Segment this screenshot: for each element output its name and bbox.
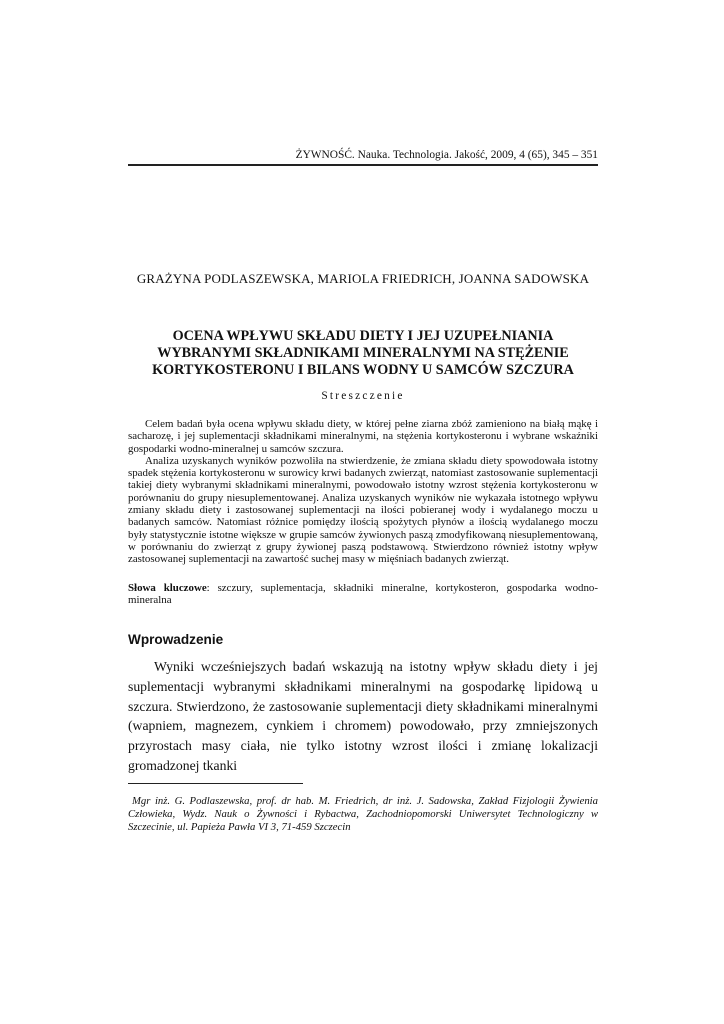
title-line: OCENA WPŁYWU SKŁADU DIETY I JEJ UZUPEŁNIANIA: [172, 328, 554, 344]
introduction-text: [128, 657, 598, 776]
footnote-text: Mgr inż. G. Podlaszewska, prof. dr hab. M. Friedrich, dr inż. J. Sadowska, Zakład Fizjologii Żywienia Człowieka, Wydz. Nauk o Żywności i Rybactwa, Zachodniopomorski Uniwersytet Technologiczny w Szczecinie, ul. Papieża Pawła VI 3, 71-459 Szczecin: [128, 795, 598, 834]
running-header: ŻYWNOŚĆ. Nauka. Technologia. Jakość, 2009, 4 (65), 345 – 351: [295, 149, 598, 161]
keywords-label: Słowa kluczowe: [128, 582, 207, 594]
header-rule: [128, 164, 598, 166]
title-line: KORTYKOSTERONU I BILANS WODNY U SAMCÓW SZCZURA: [152, 362, 574, 378]
abstract: [128, 418, 598, 566]
abstract-paragraph: Celem badań była ocena wpływu składu diety, w której pełne ziarna zbóż zamieniono na białą mąkę i sacharozę, i jej suplementacji składnikami mineralnymi, na stężenia kortykosteronu i wybrane wskaźniki gospodarki wodno-mineralnej u samców szczura.: [128, 418, 598, 455]
article-title: [128, 328, 598, 379]
authors: GRAŻYNA PODLASZEWSKA, MARIOLA FRIEDRICH, JOANNA SADOWSKA: [136, 271, 590, 286]
title-line: WYBRANYMI SKŁADNIKAMI MINERALNYMI NA STĘŻENIE: [157, 345, 569, 361]
body-paragraph: Wyniki wcześniejszych badań wskazują na istotny wpływ składu diety i jej suplementacji wybranymi składnikami mineralnymi na gospodarkę lipidową u szczura. Stwierdzono, że zastosowanie suplementacji diety składnikami mineralnymi (wapniem, magnezem, cynkiem i chromem) powodowało, przy zmniejszonych przyrostach masy ciała, nie tylko istotny wzrost ilości i zmianę lokalizacji gromadzonej tkanki: [128, 659, 598, 773]
footnote: [128, 795, 598, 835]
abstract-heading: Streszczenie: [321, 390, 405, 402]
keywords-text: : szczury, suplementacja, składniki mineralne, kortykosteron, gospodarka wodno-mineralna: [128, 582, 598, 607]
footnote-rule: [128, 783, 303, 784]
keywords: [128, 582, 598, 607]
abstract-paragraph: Analiza uzyskanych wyników pozwoliła na stwierdzenie, że zmiana składu diety spowodowała istotny spadek stężenia kortykosteronu w surowicy krwi badanych zwierząt, natomiast zastosowanie suplementacji takiej diety wybranymi składnikami mineralnymi, powodowało istotny wzrost stężenia kortykosteronu w porównaniu do grupy niesuplementowanej. Analiza uzyskanych wyników nie wykazała istotnego wpływu zmiany składu diety i zastosowanej suplementacji na ilości pobieranej wody i wydalanego moczu u badanych samców. Natomiast różnice pomiędzy ilością spożytych płynów a ilością wydalanego moczu były statystycznie istotne większe w grupie samców żywionych paszą zmodyfikowaną niesuplementowaną, w porównaniu do zwierząt z grupy żywionej paszą podstawową. Stwierdzono również istotny wpływ zastosowanej suplementacji na zawartość suchej masy w mięśniach badanych zwierząt.: [128, 454, 598, 566]
section-heading-introduction: Wprowadzenie: [128, 632, 224, 647]
